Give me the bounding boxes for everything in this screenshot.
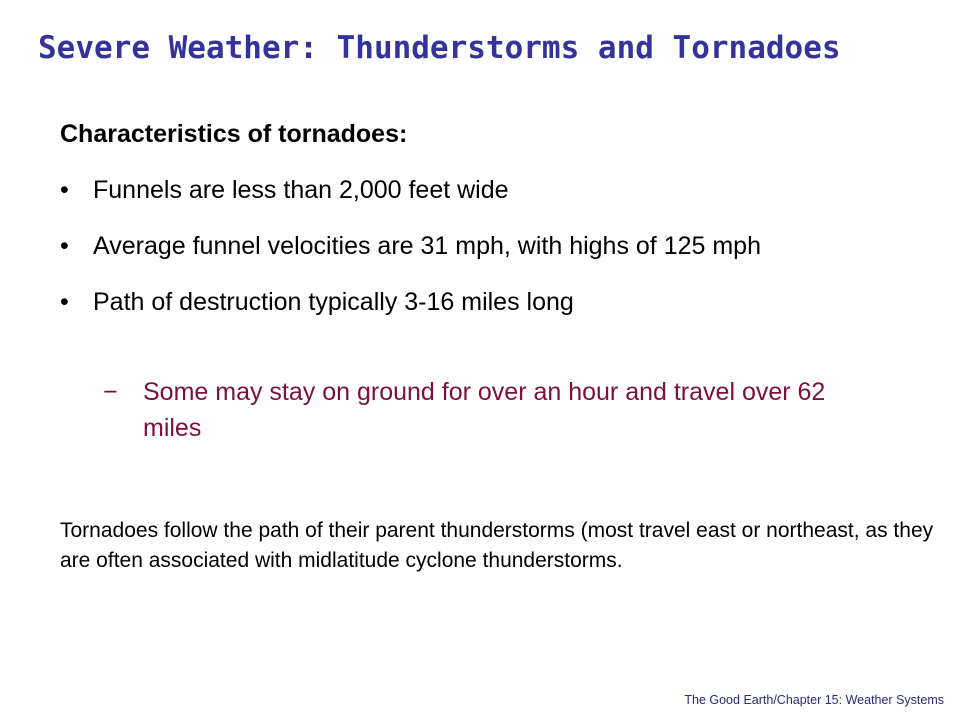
slide-footer: The Good Earth/Chapter 15: Weather Systems bbox=[684, 693, 944, 707]
dash-marker: − bbox=[103, 378, 118, 406]
bullet-item bbox=[60, 172, 880, 208]
slide-title: Severe Weather: Thunderstorms and Tornadoes bbox=[38, 30, 841, 66]
bullet-marker: • bbox=[60, 176, 69, 204]
bullet-item bbox=[60, 284, 880, 320]
bullet-text: Average funnel velocities are 31 mph, with highs of 125 mph bbox=[93, 232, 761, 260]
section-heading: Characteristics of tornadoes: bbox=[60, 120, 408, 148]
sub-bullet-text: Some may stay on ground for over an hour and travel over 62 miles bbox=[143, 378, 826, 442]
bullet-list bbox=[60, 172, 880, 340]
bullet-item bbox=[60, 228, 880, 264]
sub-bullet-item bbox=[103, 374, 883, 446]
summary-note: Tornadoes follow the path of their parent thunderstorms (most travel east or northeast, as they are often associated with midlatitude cyclone thunderstorms. bbox=[60, 519, 934, 572]
bullet-text: Funnels are less than 2,000 feet wide bbox=[93, 176, 509, 204]
bullet-marker: • bbox=[60, 288, 69, 316]
bullet-text: Path of destruction typically 3-16 miles long bbox=[93, 288, 574, 316]
bullet-marker: • bbox=[60, 232, 69, 260]
